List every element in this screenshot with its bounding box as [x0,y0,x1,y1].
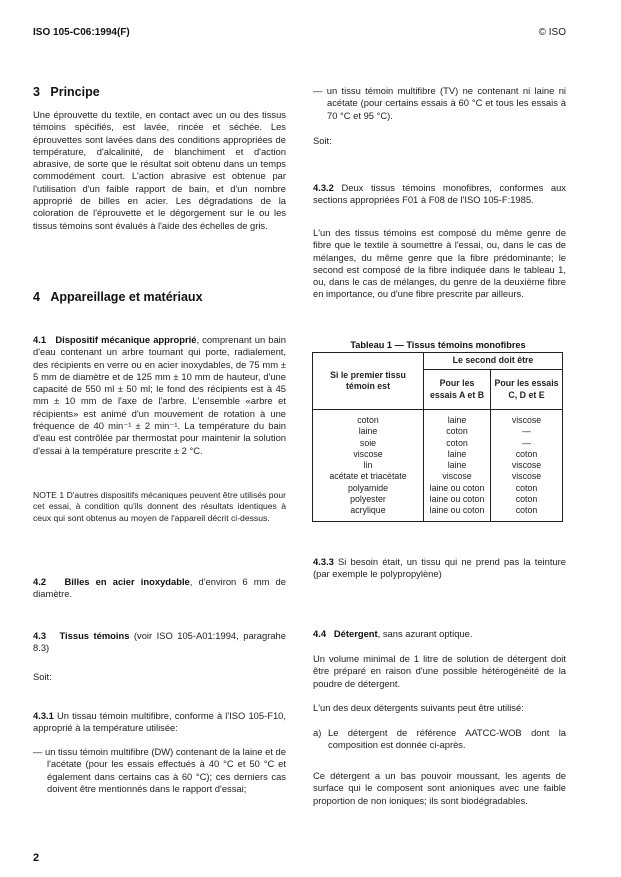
principe-text: Une éprouvette du textile, en contact avec un ou des tissus témoins spécifiés, est lavée, rincée et séchée. Les éprouvettes sont lavées dans des conditions appropriées de température, d'alcalinité, de blanchiment et d'action abrasive, de sorte que le résultat soit obtenu dans un temps commodément court. L'action abrasive est obtenue par l'utilisation d'un faible rapport de bain, et d'un nombre approprié de billes en acier. Les dégradations de la coloration de l'éprouvette et le dégorgement sur le ou les tissus témoins sont évalués à l'aide des échelles de gris. [33,109,286,231]
table-row [313,460,563,471]
table-row [313,449,563,460]
clause-num: 4.3.3 [313,556,334,567]
clause-title: Détergent [333,628,378,639]
section-4-3-2-para: L'un des tissus témoins est composé du même genre de fibre que le textile à soumettre à l'essai, ou, dans le cas de mélanges, du même genre que la fibre prédominante; le second est composé de la fibre indiquée dans le tableau 1, ou, dans le cas de mélanges, du genre de la deuxième fibre en importance, ou d'une fibre prescrite par ailleurs. [313,227,566,300]
clause-text: Un tissau témoin multifibre, conforme à l'ISO 105-F10, approprié à la température utilisée: [33,710,286,734]
clause-text: , d'environ 6 mm de diamètre. [33,576,286,600]
table-cell: coton [491,494,563,505]
clause-num: 4.4 [313,628,327,639]
heading-num: 3 [33,85,40,99]
table-cell: coton [491,483,563,494]
list-label: a) [313,727,322,738]
soit-label: Soit: [33,671,52,682]
clause-text: Deux tissus témoins monofibres, conformes aux sections appropriées F01 à F08 de l'ISO 105-F:1985. [313,182,566,206]
table-row [313,410,563,427]
table-cell: coton [313,410,424,427]
table-cell: viscose [491,471,563,482]
section-4-4-p3: Ce détergent a un bas pouvoir moussant, les agents de surface qui le composent sont anioniques avec une faible proportion de non ioniques; ils sont biodégradables. [313,770,566,806]
table-row [313,494,563,505]
table-cell: viscose [313,449,424,460]
list-text: Le détergent de référence AATCC-WOB dont la composition est donnée ci-après. [328,727,566,751]
table-cell: acrylique [313,505,424,521]
clause-text: Si besoin était, un tissu qui ne prend pas la teinture (par exemple le polypropylène) [313,556,566,580]
list-item-a [313,727,566,752]
table-cell: laine ou coton [424,505,491,521]
heading-title: Appareillage et matériaux [50,290,203,304]
section-4-3-3 [313,556,566,581]
table-1 [312,352,563,522]
clause-num: 4.1 [33,334,47,345]
table-cell: acétate et triacétate [313,471,424,482]
section-4-4-p1: Un volume minimal de 1 litre de solution de détergent doit être préparé en raison d'une possible hétérogénéité de la poudre de détergent. [313,653,566,689]
section-4-3 [33,630,286,655]
section-4-4 [313,628,566,640]
col-header-cde: Pour les essais C, D et E [491,370,563,410]
table-cell: viscose [491,410,563,427]
table-cell: laine [424,460,491,471]
table-cell: laine [313,426,424,437]
heading-4 [33,291,286,303]
clause-num: 4.3 [33,630,47,641]
table-row [313,426,563,437]
clause-text: , sans azurant optique. [377,628,473,639]
table-cell: coton [491,505,563,521]
table-cell: polyamide [313,483,424,494]
clause-num: 4.3.2 [313,182,334,193]
col-header-first: Si le premier tissu témoin est [313,353,424,410]
col-header-second: Le second doit être [424,353,563,370]
clause-title: Dispositif mécanique approprié [55,334,197,345]
col-header-ab: Pour les essais A et B [424,370,491,410]
section-4-2 [33,576,286,601]
heading-3 [33,86,286,98]
copyright: © ISO [538,27,566,38]
table-cell: — [491,438,563,449]
table-row [313,438,563,449]
table-cell: viscose [491,460,563,471]
table-row [313,483,563,494]
table-cell: — [491,426,563,437]
table-cell: laine [424,410,491,427]
clause-num: 4.3.1 [33,710,54,721]
heading-title: Principe [50,85,100,99]
table-cell: lin [313,460,424,471]
section-4-3-1 [33,710,286,735]
list-item-tv: — un tissu témoin multifibre (TV) ne contenant ni laine ni acétate (pour certains essais à 60 °C et tous les essais à 70 °C et 95 °C). [313,85,566,121]
section-4-1 [33,334,286,457]
list-item-dw: — un tissu témoin multifibre (DW) contenant de la laine et de l'acétate (pour les essais effectués à 40 °C et 50 °C et également dans certains cas à 60 °C); ces derniers cas doivent être mentionnés dans le rapport d'essai; [33,746,286,794]
clause-num: 4.2 [33,576,47,587]
table-cell: coton [424,426,491,437]
clause-title: Tissus témoins [59,630,130,641]
clause-text: (voir ISO 105-A01:1994, paragrahe 8.3) [33,630,286,654]
table-cell: laine ou coton [424,494,491,505]
document-id: ISO 105-C06:1994(F) [33,27,130,38]
table-cell: laine ou coton [424,483,491,494]
table-cell: coton [424,438,491,449]
table-cell: coton [491,449,563,460]
table-cell: laine [424,449,491,460]
table-row [313,505,563,521]
heading-num: 4 [33,290,40,304]
note-1: NOTE 1 D'autres dispositifs mécaniques peuvent être utilisés pour cet essai, à condition qu'ils donnent des résultats identiques à ceux qui sont obtenus au moyen de l'appareil décrit ci-dessus. [33,490,286,523]
section-4-4-p2: L'un des deux détergents suivants peut être utilisé: [313,702,524,713]
table-cell: polyester [313,494,424,505]
section-4-3-2 [313,182,566,207]
table-row [313,471,563,482]
soit-label: Soit: [313,135,332,146]
clause-title: Billes en acier inoxydable [64,576,190,587]
table-cell: soie [313,438,424,449]
clause-text: , comprenant un bain d'eau contenant un arbre tournant qui porte, radialement, des récipients en verre ou en acier inoxydables, de 75 mm ± 5 mm de diamètre et de 125 mm ± 10 mm de hauteur, d'une capacité de 550 ml ± 50 ml; le fond des récipients est à 45 mm ± 10 mm de l'axe de l'arbre. L'ensemble «arbre et récipients» est animé d'un mouvement de rotation à une fréquence de 40 min⁻¹ ± 2 min⁻¹. La température du bain d'eau est contrôlée par thermostat pour maintenir la solution d'essai à la température prescrite ± 2 °C. [33,334,286,456]
page-number: 2 [33,852,40,864]
table-caption: Tableau 1 — Tissus témoins monofibres [350,340,526,350]
table-cell: viscose [424,471,491,482]
